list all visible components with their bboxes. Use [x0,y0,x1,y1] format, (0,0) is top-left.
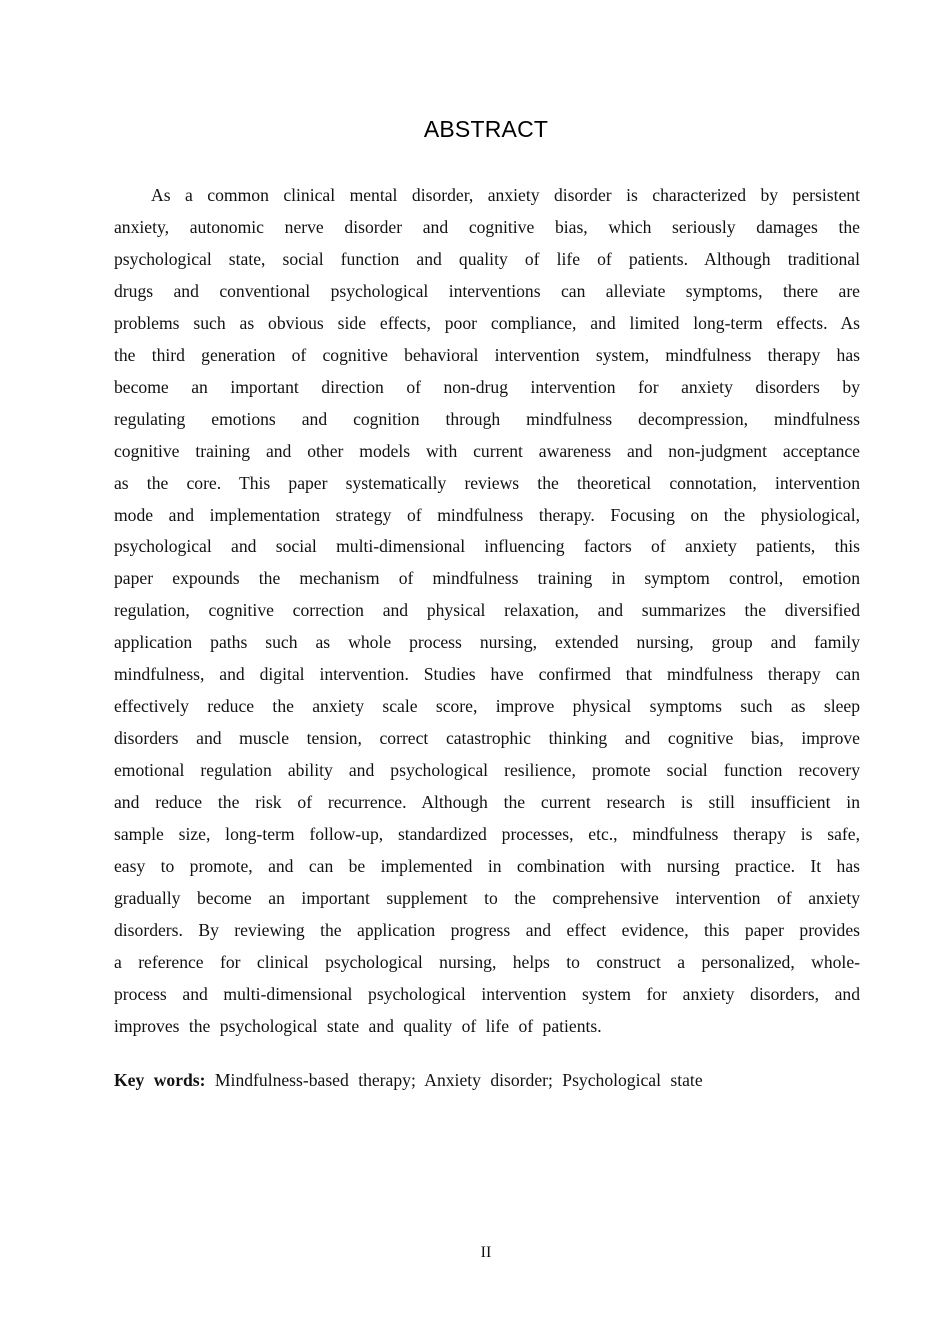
abstract-line: psychological state, social function and quality of life of patients. Although traditional [114,248,860,269]
abstract-line: gradually become an important supplement to the comprehensive intervention of anxiety [114,887,860,908]
abstract-line: a reference for clinical psychological nursing, helps to construct a personalized, whole- [114,951,860,972]
abstract-line: psychological and social multi-dimensional influencing factors of anxiety patients, this [114,536,860,557]
abstract-line: anxiety, autonomic nerve disorder and cognitive bias, which seriously damages the [114,216,860,237]
abstract-line: mode and implementation strategy of mindfulness therapy. Focusing on the physiological, [114,504,860,525]
abstract-line: application paths such as whole process nursing, extended nursing, group and family [114,632,860,653]
abstract-line: easy to promote, and can be implemented in combination with nursing practice. It has [114,856,860,877]
abstract-line: regulating emotions and cognition through mindfulness decompression, mindfulness [114,408,860,429]
abstract-line: improves the psychological state and quality of life of patients. [114,1015,602,1036]
abstract-line: regulation, cognitive correction and physical relaxation, and summarizes the diversified [114,600,860,621]
abstract-line: problems such as obvious side effects, poor compliance, and limited long-term effects. As [114,312,860,333]
abstract-line: sample size, long-term follow-up, standardized processes, etc., mindfulness therapy is safe, [114,824,860,845]
abstract-line: disorders and muscle tension, correct catastrophic thinking and cognitive bias, improve [114,728,860,749]
abstract-line: cognitive training and other models with current awareness and non-judgment acceptance [114,440,860,461]
abstract-title: ABSTRACT [423,116,549,142]
keywords-text: Mindfulness-based therapy; Anxiety disorder; Psychological state [214,1070,703,1090]
abstract-line: drugs and conventional psychological interventions can alleviate symptoms, there are [114,280,860,301]
page-number: II [480,1244,492,1261]
abstract-line: As a common clinical mental disorder, anxiety disorder is characterized by persistent [151,185,860,205]
keywords-label: Key words: [114,1070,206,1090]
abstract-line: mindfulness, and digital intervention. Studies have confirmed that mindfulness therapy can [114,664,860,685]
abstract-line: process and multi-dimensional psychological intervention system for anxiety disorders, and [114,983,860,1004]
abstract-line: emotional regulation ability and psychological resilience, promote social function recovery [114,760,860,781]
abstract-line: disorders. By reviewing the application progress and effect evidence, this paper provides [114,919,860,940]
abstract-line: the third generation of cognitive behavioral intervention system, mindfulness therapy has [114,344,860,365]
abstract-line: as the core. This paper systematically reviews the theoretical connotation, intervention [114,472,860,493]
keywords-line [114,1064,860,1096]
abstract-line: paper expounds the mechanism of mindfulness training in symptom control, emotion [114,568,860,589]
abstract-line: and reduce the risk of recurrence. Although the current research is still insufficient in [114,792,860,813]
abstract-line: become an important direction of non-drug intervention for anxiety disorders by [114,376,860,397]
abstract-line: effectively reduce the anxiety scale score, improve physical symptoms such as sleep [114,696,860,717]
abstract-body [114,180,860,1043]
